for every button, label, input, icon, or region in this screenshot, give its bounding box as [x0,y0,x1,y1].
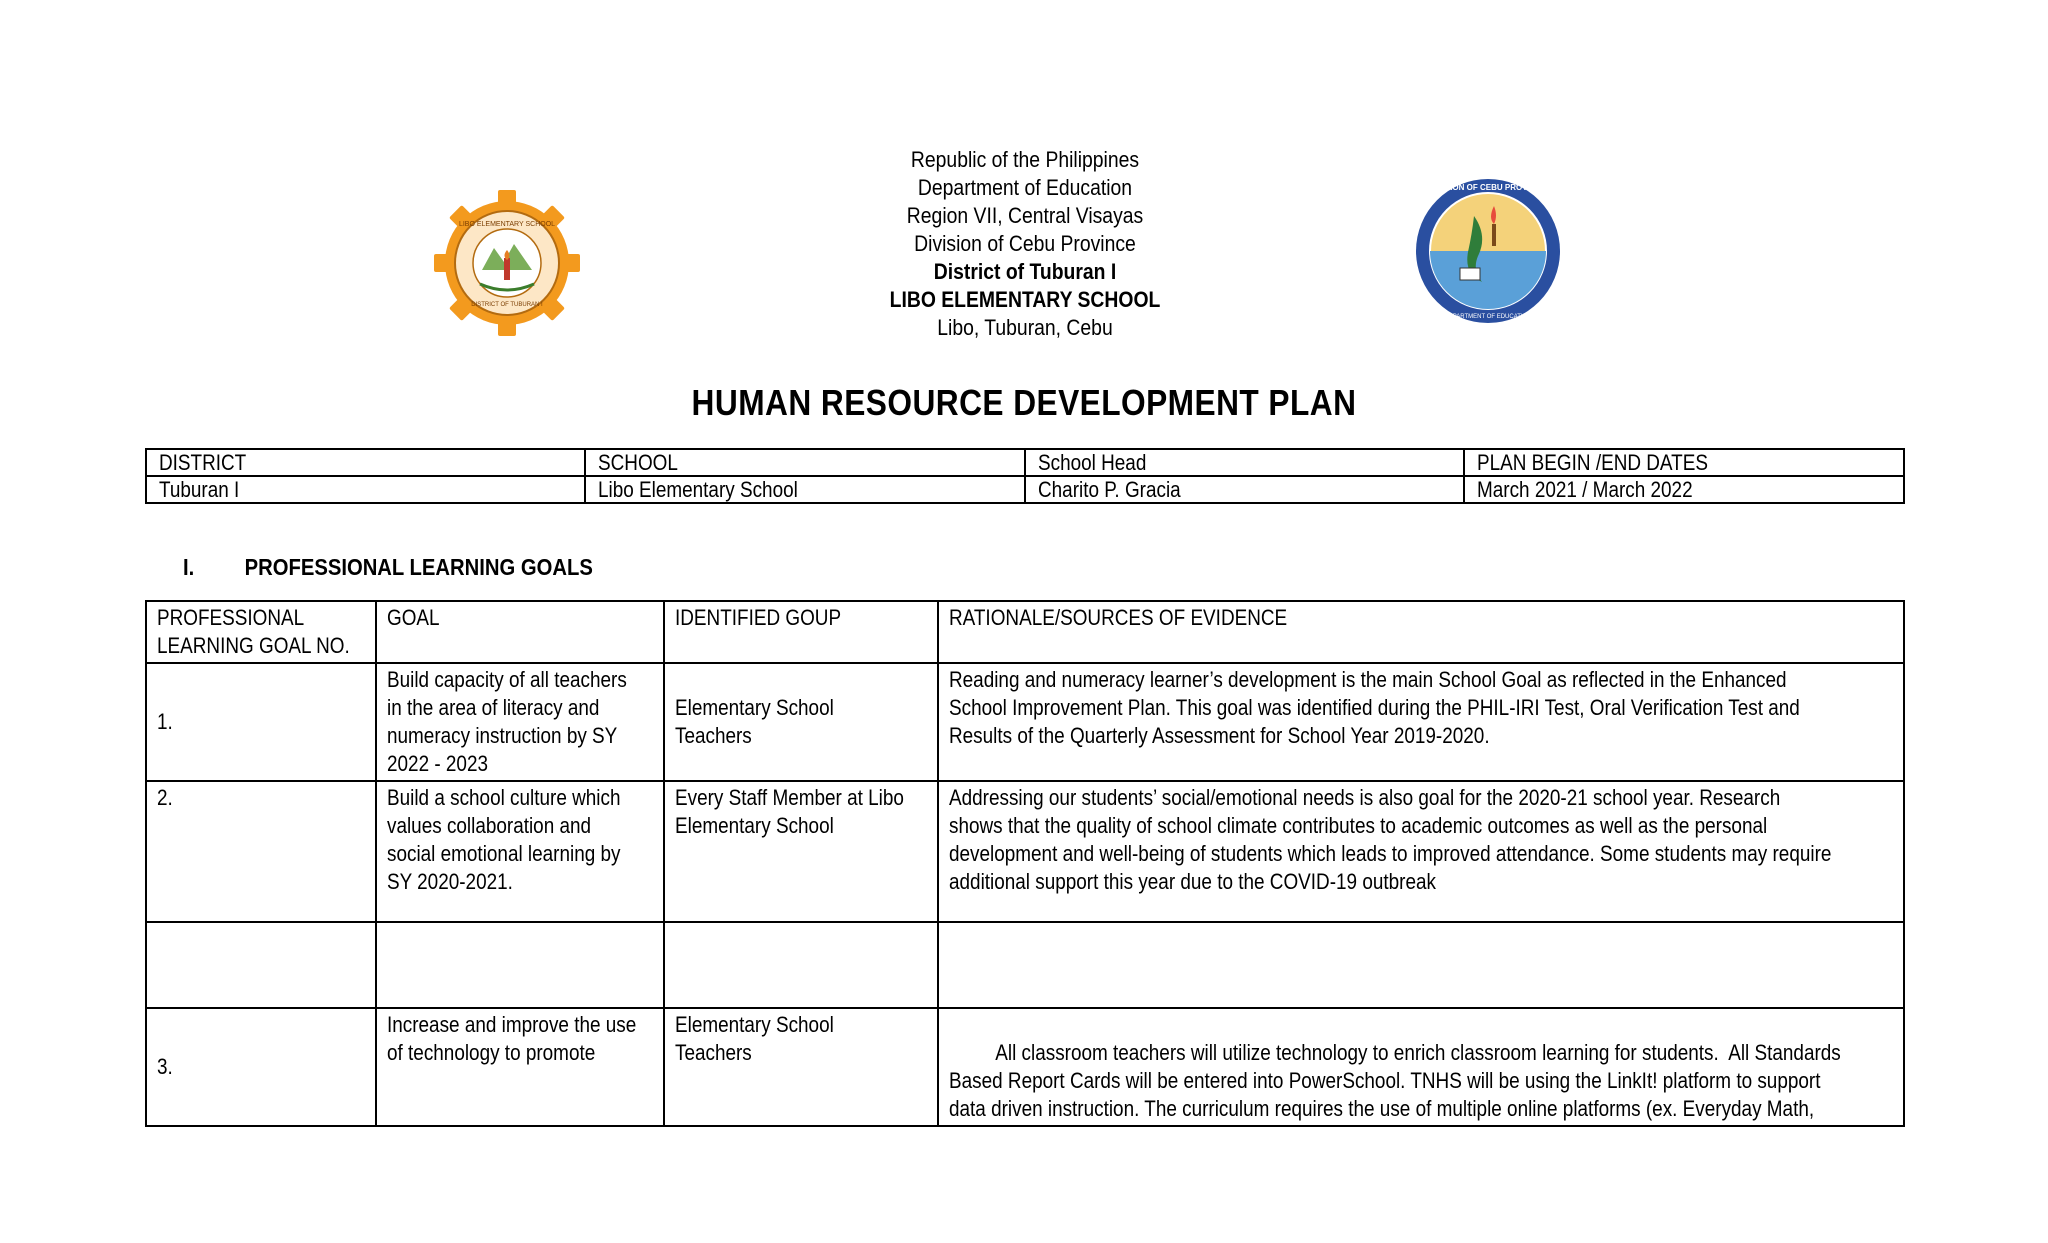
goals-header-rationale: RATIONALE/SOURCES OF EVIDENCE [938,601,1904,663]
table-row [146,781,1904,922]
goal-rationale [938,922,1904,1008]
letterhead-division: Division of Cebu Province [914,231,1136,256]
left-logo-caption-bottom: DISTRICT OF TUBURAN I [471,302,543,308]
info-header-school: SCHOOL [585,449,1025,476]
info-value-school-head: Charito P. Gracia [1025,476,1464,503]
info-header-school-head: School Head [1025,449,1464,476]
goals-header-number: PROFESSIONAL LEARNING GOAL NO. [146,601,376,663]
document-title: HUMAN RESOURCE DEVELOPMENT PLAN [691,382,1357,423]
table-row [146,1008,1904,1126]
section-number: I. [183,554,195,580]
section-title: PROFESSIONAL LEARNING GOALS [244,554,593,580]
goal-text [376,922,664,1008]
goal-rationale: Addressing our students’ social/emotional needs is also goal for the 2020-21 school year. Research shows that the quality of school climate contributes to academic outcomes as well as the personal development and well-being of students which leads to improved attendance. Some students may require additional support this year due to the COVID-19 outbreak [938,781,1904,922]
letterhead [809,146,1240,342]
right-logo-caption-top: DIVISION OF CEBU PROVINCE [1429,183,1547,192]
table-row-empty [146,922,1904,1008]
goals-header-goal: GOAL [376,601,664,663]
goal-text: Increase and improve the use of technology to promote [376,1008,664,1126]
letterhead-region: Region VII, Central Visayas [906,203,1144,228]
letterhead-district: District of Tuburan I [933,259,1117,284]
goal-text: Build capacity of all teachers in the area of literacy and numeracy instruction by SY 2022 - 2023 [376,663,664,781]
info-header-district: DISTRICT [146,449,585,476]
plan-info-table [145,448,1905,504]
letterhead-republic: Republic of the Philippines [910,147,1140,172]
goal-rationale: Reading and numeracy learner’s development is the main School Goal as reflected in the Enhanced School Improvement Plan. This goal was identified during the PHIL-IRI Test, Oral Verification Test and Results of the Quarterly Assessment for School Year 2019-2020. [938,663,1904,781]
right-logo-caption-bottom: DEPARTMENT OF EDUCATION [1444,314,1532,320]
plan-info-header-row [146,449,1904,476]
goal-number: 3. [146,1008,376,1126]
letterhead-school: LIBO ELEMENTARY SCHOOL [889,287,1161,312]
goal-text: Build a school culture which values collaboration and social emotional learning by SY 2020-2021. [376,781,664,922]
goal-group [664,922,938,1008]
left-logo-caption-top: LIBO ELEMENTARY SCHOOL [458,221,556,228]
info-value-school: Libo Elementary School [585,476,1025,503]
plan-info-value-row [146,476,1904,503]
goal-number: 2. [146,781,376,922]
section-heading [183,554,593,581]
goal-group: Elementary School Teachers [664,663,938,781]
goal-number [146,922,376,1008]
table-row [146,663,1904,781]
info-value-plan-dates: March 2021 / March 2022 [1464,476,1904,503]
letterhead-address: Libo, Tuburan, Cebu [937,315,1113,340]
division-cebu-logo [1404,176,1572,326]
libo-school-logo [432,188,582,338]
seal-icon [1416,179,1560,323]
goal-group: Every Staff Member at Libo Elementary School [664,781,938,922]
info-header-plan-dates: PLAN BEGIN /END DATES [1464,449,1904,476]
letterhead-department: Department of Education [917,175,1133,200]
info-value-district: Tuburan I [146,476,585,503]
goal-rationale: All classroom teachers will utilize technology to enrich classroom learning for students. All Standards Based Report Cards will be entered into PowerSchool. TNHS will be using the LinkIt! platform to support data driven instruction. The curriculum requires the use of multiple online platforms (ex. Everyday Math, [938,1008,1904,1126]
learning-goals-table [145,600,1905,1127]
goals-header-row [146,601,1904,663]
goal-group: Elementary School Teachers [664,1008,938,1126]
goals-header-group: IDENTIFIED GOUP [664,601,938,663]
goal-number: 1. [146,663,376,781]
